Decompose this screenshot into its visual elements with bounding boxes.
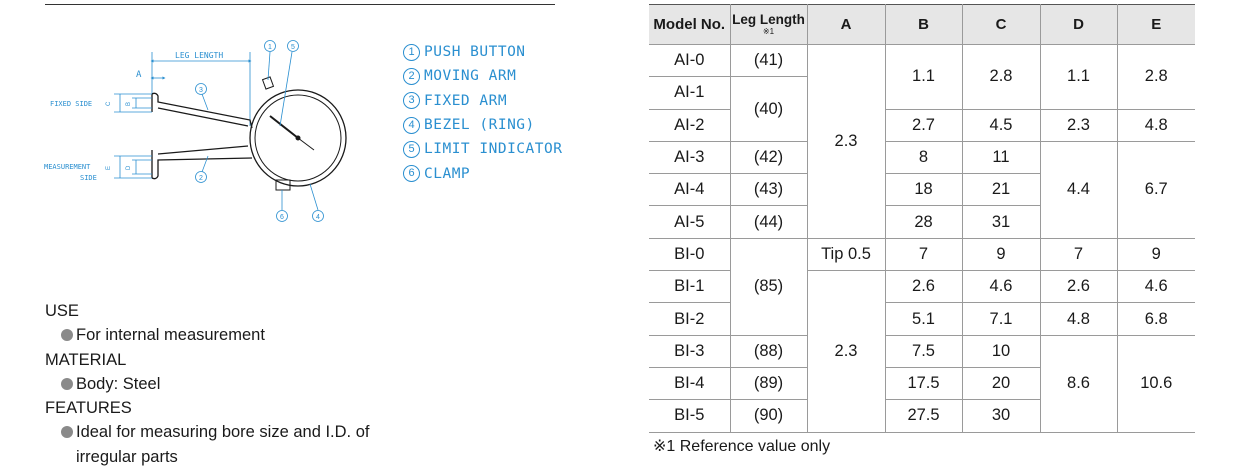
leg-cell: (40)	[730, 77, 807, 142]
material-heading: MATERIAL	[45, 350, 127, 369]
model-cell: AI-5	[649, 206, 730, 238]
bullet-icon	[61, 329, 73, 341]
c-cell: 4.5	[962, 109, 1040, 141]
part-label: FIXED ARM	[424, 92, 508, 109]
c-cell: 30	[962, 400, 1040, 432]
features-item: Ideal for measuring bore size and I.D. of	[45, 420, 370, 444]
model-cell: AI-4	[649, 174, 730, 206]
features-item-continued: irregular parts	[76, 447, 178, 466]
c-cell: 21	[962, 174, 1040, 206]
a-cell: Tip 0.5	[807, 238, 885, 270]
d-cell: 2.6	[1040, 271, 1117, 303]
part-number: 6	[403, 165, 420, 182]
parts-legend	[403, 40, 562, 186]
specifications	[45, 299, 370, 469]
b-cell: 28	[885, 206, 962, 238]
part-item	[403, 113, 562, 137]
model-cell: AI-2	[649, 109, 730, 141]
callout-2	[196, 172, 207, 183]
fixed-arm	[152, 93, 252, 128]
col-e: E	[1117, 5, 1195, 45]
a-cell: 2.3	[807, 45, 885, 239]
leg-cell: (90)	[730, 400, 807, 432]
part-item	[403, 64, 562, 88]
e-cell: 6.8	[1117, 303, 1195, 335]
leg-cell: (44)	[730, 206, 807, 238]
model-cell: AI-0	[649, 45, 730, 77]
col-c: C	[962, 5, 1040, 45]
d-cell: 1.1	[1040, 45, 1117, 110]
leg-cell: (41)	[730, 45, 807, 77]
part-number: 5	[403, 141, 420, 158]
table-row	[649, 238, 1195, 270]
c-cell: 20	[962, 367, 1040, 399]
leg-cell: (88)	[730, 335, 807, 367]
svg-text:2: 2	[199, 175, 203, 182]
svg-text:5: 5	[291, 44, 295, 51]
table-header-row	[649, 5, 1195, 45]
c-cell: 2.8	[962, 45, 1040, 110]
leg-cell: (85)	[730, 238, 807, 335]
leg-cell: (43)	[730, 174, 807, 206]
callout-1	[265, 41, 276, 52]
material-item: Body: Steel	[45, 372, 370, 396]
dim-c-label: C	[106, 101, 112, 106]
part-number: 4	[403, 117, 420, 134]
b-cell: 2.6	[885, 271, 962, 303]
col-b: B	[885, 5, 962, 45]
leg-cell: (89)	[730, 367, 807, 399]
callout-6	[277, 211, 288, 222]
model-cell: BI-1	[649, 271, 730, 303]
c-cell: 10	[962, 335, 1040, 367]
b-cell: 18	[885, 174, 962, 206]
svg-text:4: 4	[316, 214, 320, 221]
caliper-gauge-diagram	[40, 30, 380, 230]
dim-a-label: A	[136, 70, 142, 80]
part-label: PUSH BUTTON	[424, 44, 526, 61]
col-leg-length: Leg Length ※1	[730, 5, 807, 45]
model-cell: BI-4	[649, 367, 730, 399]
model-cell: BI-2	[649, 303, 730, 335]
bullet-icon	[61, 378, 73, 390]
dial-gauge	[250, 77, 346, 190]
e-cell: 2.8	[1117, 45, 1195, 110]
part-number: 1	[403, 44, 420, 61]
part-label: CLAMP	[424, 165, 471, 182]
part-item	[403, 89, 562, 113]
features-heading: FEATURES	[45, 399, 132, 418]
top-rule	[45, 4, 555, 5]
table-row	[649, 141, 1195, 173]
svg-text:1: 1	[268, 44, 272, 51]
d-cell: 4.8	[1040, 303, 1117, 335]
part-item	[403, 137, 562, 161]
part-label: BEZEL (RING)	[424, 117, 535, 134]
col-model: Model No.	[649, 5, 730, 45]
fixed-side-label: FIXED SIDE	[50, 100, 93, 108]
b-cell: 5.1	[885, 303, 962, 335]
c-cell: 7.1	[962, 303, 1040, 335]
callout-5	[288, 41, 299, 52]
c-cell: 31	[962, 206, 1040, 238]
table-row	[649, 335, 1195, 367]
b-cell: 7	[885, 238, 962, 270]
e-cell: 6.7	[1117, 141, 1195, 238]
col-a: A	[807, 5, 885, 45]
dim-e-label: E	[106, 165, 112, 170]
model-cell: BI-3	[649, 335, 730, 367]
dim-d-label: D	[126, 165, 132, 170]
b-cell: 8	[885, 141, 962, 173]
model-cell: AI-3	[649, 141, 730, 173]
measurement-side-label-1: MEASUREMENT	[44, 163, 91, 171]
use-item: For internal measurement	[45, 323, 370, 347]
b-cell: 17.5	[885, 367, 962, 399]
svg-text:3: 3	[199, 87, 203, 94]
dim-b-label: B	[126, 101, 132, 106]
d-cell: 4.4	[1040, 141, 1117, 238]
model-cell: AI-1	[649, 77, 730, 109]
model-cell: BI-5	[649, 400, 730, 432]
d-cell: 2.3	[1040, 109, 1117, 141]
b-cell: 1.1	[885, 45, 962, 110]
part-number: 2	[403, 68, 420, 85]
bullet-icon	[61, 426, 73, 438]
leg-cell: (42)	[730, 141, 807, 173]
part-item	[403, 161, 562, 185]
e-cell: 10.6	[1117, 335, 1195, 432]
b-cell: 27.5	[885, 400, 962, 432]
use-heading: USE	[45, 302, 79, 320]
e-cell: 4.8	[1117, 109, 1195, 141]
svg-text:6: 6	[280, 214, 284, 221]
c-cell: 4.6	[962, 271, 1040, 303]
measurement-side-dims	[114, 156, 152, 178]
callout-4	[313, 211, 324, 222]
c-cell: 9	[962, 238, 1040, 270]
d-cell: 7	[1040, 238, 1117, 270]
part-item	[403, 40, 562, 64]
leg-note-mark: ※1	[762, 27, 775, 36]
part-number: 3	[403, 92, 420, 109]
e-cell: 4.6	[1117, 271, 1195, 303]
e-cell: 9	[1117, 238, 1195, 270]
measurement-side-label-2: SIDE	[80, 174, 97, 182]
model-cell: BI-0	[649, 238, 730, 270]
part-label: LIMIT INDICATOR	[424, 141, 563, 158]
a-cell: 2.3	[807, 271, 885, 432]
part-label: MOVING ARM	[424, 68, 517, 85]
col-d: D	[1040, 5, 1117, 45]
footnote: ※1 Reference value only	[653, 438, 831, 455]
callout-3	[196, 84, 207, 95]
b-cell: 2.7	[885, 109, 962, 141]
table-row	[649, 45, 1195, 77]
fixed-side-dims	[114, 94, 152, 112]
d-cell: 8.6	[1040, 335, 1117, 432]
c-cell: 11	[962, 141, 1040, 173]
dimension-table	[649, 4, 1195, 433]
b-cell: 7.5	[885, 335, 962, 367]
leg-length-label: LEG LENGTH	[175, 51, 224, 60]
